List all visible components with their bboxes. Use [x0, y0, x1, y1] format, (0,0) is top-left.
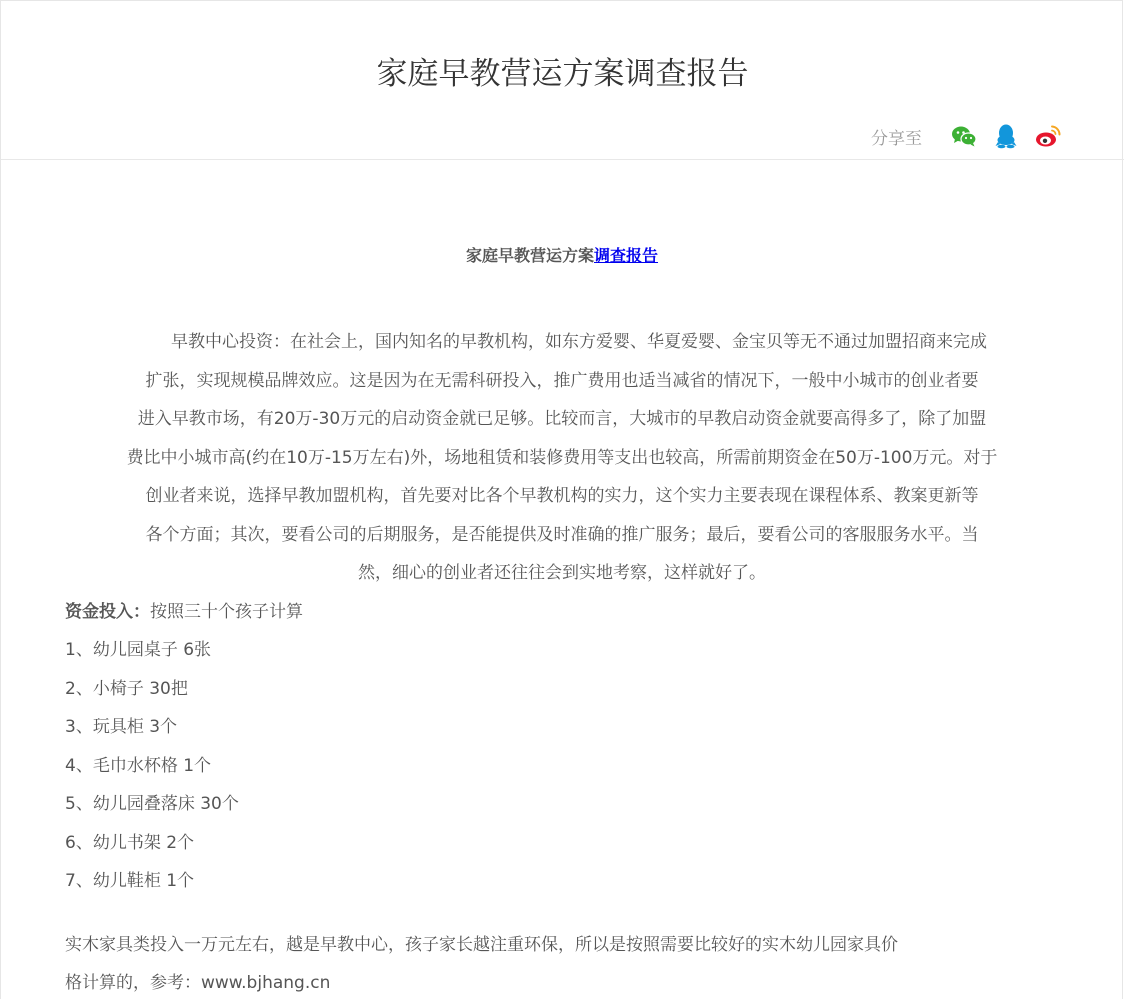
list-item: 1、幼儿园桌子 6张 — [65, 640, 212, 660]
article-body — [65, 231, 1059, 1003]
intro-line: 创业者来说，选择早教加盟机构，首先要对比各个早教机构的实力，这个实力主要表现在课程体系、教案更新等 — [145, 486, 979, 506]
article-heading-text: 家庭早教营运方案 — [465, 246, 594, 265]
intro-paragraph — [65, 323, 1059, 593]
closing-line: 实木家具类投入一万元左右，越是早教中心，孩子家长越注重环保，所以是按照需要比较好的实木幼儿园家具价 — [65, 934, 898, 955]
closing-paragraph — [65, 926, 1059, 1003]
list-item: 4、毛巾水杯格 1个 — [65, 755, 212, 776]
funding-line — [65, 593, 1059, 632]
list-item: 3、玩具柜 3个 — [65, 717, 178, 737]
list-item: 2、小椅子 30把 — [65, 678, 188, 699]
report-link[interactable]: 调查报告 — [594, 246, 659, 265]
list-item: 6、幼儿书架 2个 — [65, 832, 195, 853]
intro-line: 早教中心投资：在社会上，国内知名的早教机构，如东方爱婴、华夏爱婴、金宝贝等无不通过加盟招商来完成 — [171, 332, 987, 352]
share-label: 分享至 — [871, 128, 922, 149]
article-heading — [65, 231, 1059, 281]
wechat-icon[interactable] — [950, 122, 978, 150]
list-item: 5、幼儿园叠落床 30个 — [65, 794, 239, 814]
intro-line: 进入早教市场，有20万-30万元的启动资金就已足够。比较而言，大城市的早教启动资金就要高得多了，除了加盟 — [137, 409, 987, 429]
intro-line: 费比中小城市高(约在10万-15万左右)外，场地租赁和装修费用等支出也较高，所需前期资金在50万-100万元。对于 — [126, 447, 998, 468]
intro-line: 各个方面；其次，要看公司的后期服务，是否能提供及时准确的推广服务；最后，要看公司的客服服务水平。当 — [145, 524, 979, 545]
share-bar — [871, 122, 1062, 150]
funding-text: 按照三十个孩子计算 — [150, 601, 303, 622]
intro-line: 然，细心的创业者还往往会到实地考察，这样就好了。 — [358, 563, 766, 583]
weibo-icon[interactable] — [1034, 122, 1062, 150]
funding-label: 资金投入： — [65, 601, 150, 622]
spacer — [65, 901, 1059, 926]
furniture-list — [65, 631, 1059, 901]
qq-icon[interactable] — [992, 122, 1020, 150]
intro-line: 扩张，实现规模品牌效应。这是因为在无需科研投入，推广费用也适当减省的情况下，一般中小城市的创业者要 — [145, 370, 979, 391]
page-title: 家庭早教营运方案调查报告 — [376, 56, 749, 92]
page-header — [1, 1, 1124, 160]
list-item: 7、幼儿鞋柜 1个 — [65, 871, 195, 891]
closing-line: 格计算的，参考：www.bjhang.cn — [65, 973, 331, 993]
